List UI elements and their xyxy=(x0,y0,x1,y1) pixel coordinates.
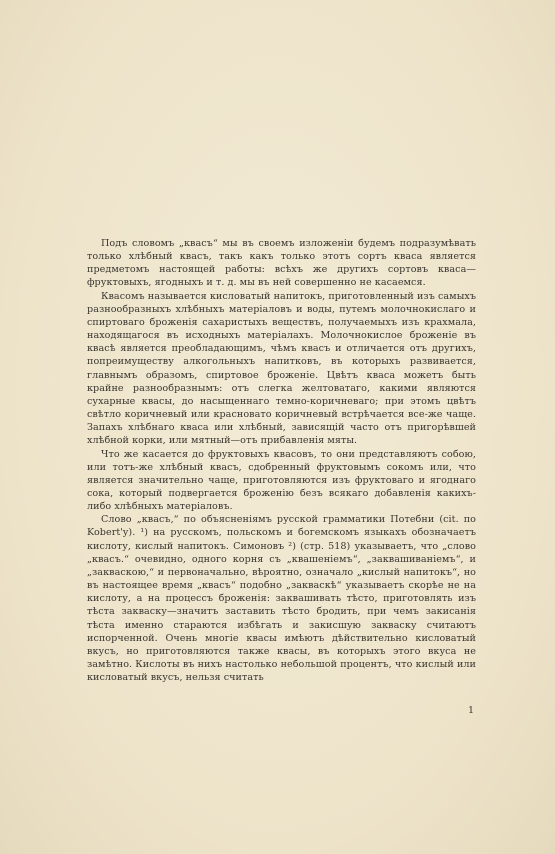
paragraph-4: Слово „квасъ,“ по объясненіямъ русской грамматики Потебни (cit. по Kobert'y). ¹) на русскомъ, польскомъ и богемскомъ языкахъ обозначаетъ кислоту, кислый напитокъ. Симоновъ ²) (стр. 518) указываетъ, что „слово „квасъ.“ очевидно, одного корня съ „квашеніемъ“, „заквашиваніемъ“, и „закваскою,“ и первоначально, вѣроятно, означало „кислый напитокъ“, но въ настоящее время „квасъ“ подобно „закваскѣ“ указываетъ скорѣе не на кислоту, а на процессъ броженія: заквашивать тѣсто, приготовлять изъ тѣста закваску—значитъ заставить тѣсто бродить, при чемъ закисанія тѣста именно стараются избѣгать и закисшую закваску считаютъ испорченной. Очень многіе квасы имѣютъ дѣйствительно кисловатый вкусъ, но приготовляются также квасы, въ которыхъ этого вкуса не замѣтно. Кислоты въ нихъ настолько небольшой процентъ, что кислый или кисловатый вкусъ, нельзя считать xyxy=(87,514,476,684)
paragraph-2: Квасомъ называется кисловатый напитокъ, приготовленный изъ самыхъ разнообразныхъ хлѣбныхъ матеріаловъ и воды, путемъ молочнокислаго и спиртоваго броженія сахаристыхъ веществъ, получаемыхъ изъ крахмала, находящагося въ исходныхъ матеріалахъ. Молочнокислое броженіе въ квасѣ является преобладающимъ, чѣмъ квасъ и отличается отъ другихъ, попреимуществу алкогольныхъ напитковъ, въ которыхъ развивается, главнымъ образомъ, спиртовое броженіе. Цвѣтъ кваса можетъ быть крайне разнообразнымъ: отъ слегка желтоватаго, какими являются сухарные квасы, до насыщеннаго темно-коричневаго; при этомъ цвѣтъ свѣтло коричневый или красновато коричневый встрѣчается все-же чаще. Запахъ хлѣбнаго кваса или хлѣбный, зависящій часто отъ пригорѣвшей хлѣбной корки, или мятный—отъ прибавленія мяты. xyxy=(87,290,476,447)
paragraph-1: Подъ словомъ „квасъ“ мы въ своемъ изложеніи будемъ подразумѣвать только хлѣбный квасъ, такъ какъ только этотъ сортъ кваса является предметомъ настоящей работы: всѣхъ же другихъ сортовъ кваса—фруктовыхъ, ягодныхъ и т. д. мы въ ней совершенно не касаемся. xyxy=(87,238,476,289)
page-number: 1 xyxy=(468,705,475,716)
paragraph-3: Что же касается до фруктовыхъ квасовъ, то они представляютъ собою, или тотъ-же хлѣбный квасъ, сдобренный фруктовымъ сокомъ или, что является значительно чаще, приготовляются изъ фруктоваго и ягоднаго сока, который подвергается броженію безъ всякаго добавленія какихъ-либо хлѣбныхъ матеріаловъ. xyxy=(87,448,476,513)
body-text xyxy=(87,237,476,684)
